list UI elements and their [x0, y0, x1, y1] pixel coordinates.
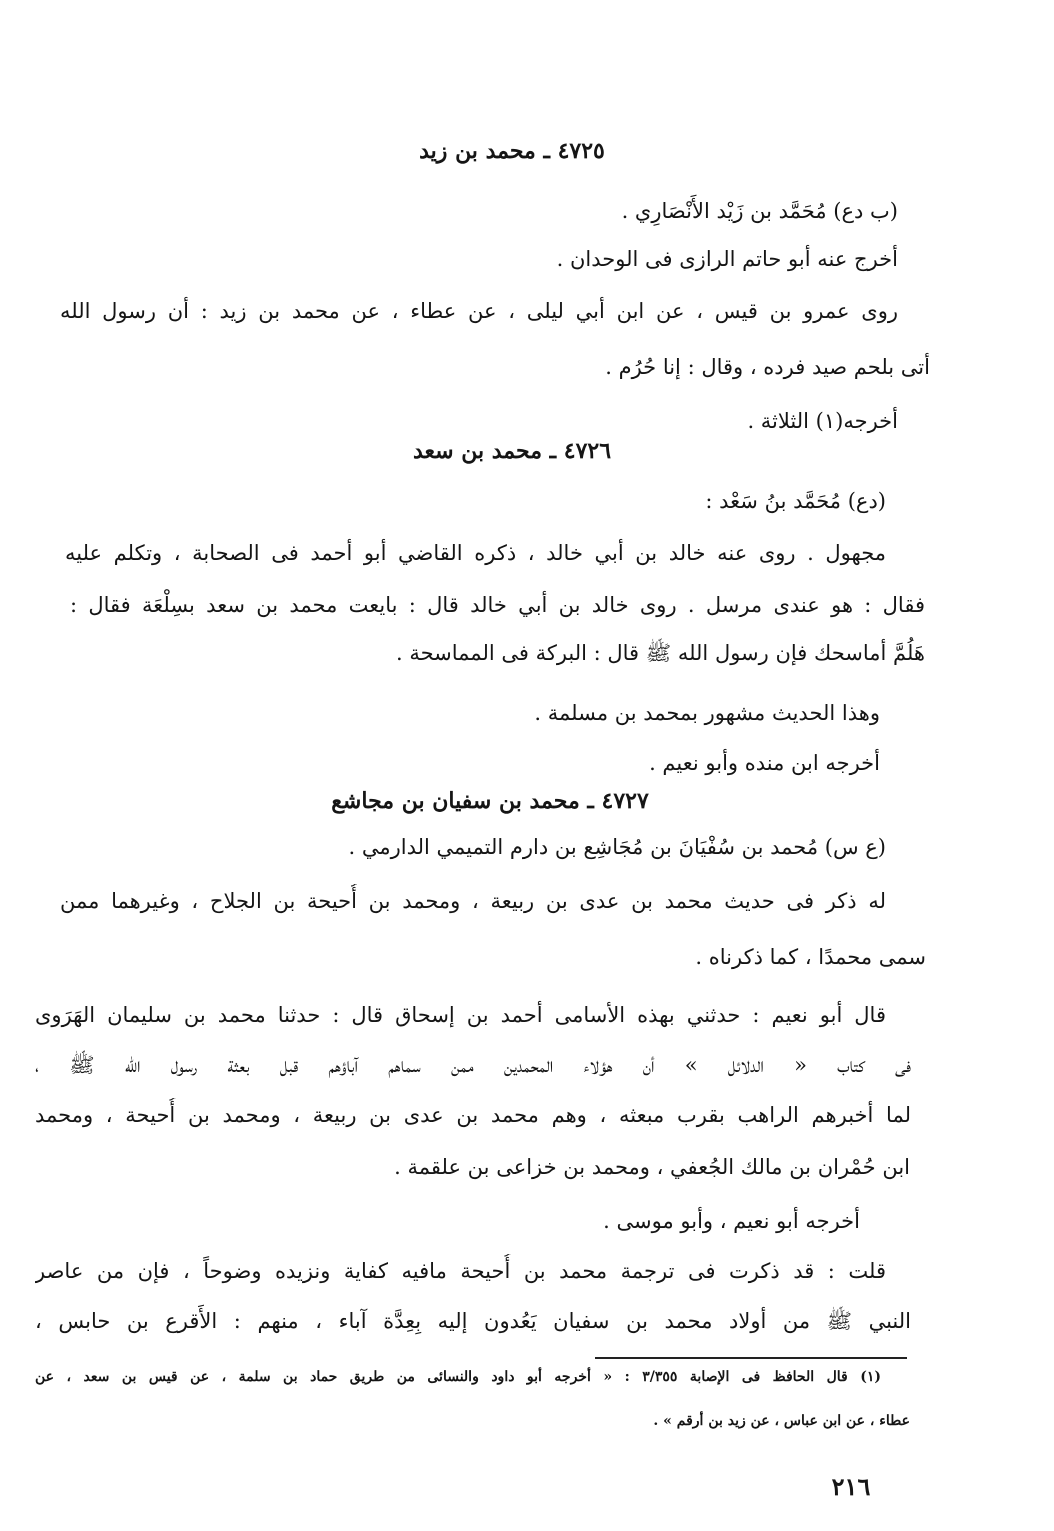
entry-line: أخرجه(١) الثلاثة . — [747, 409, 898, 433]
entry-line: قلت : قد ذكرت فى ترجمة محمد بن أُحيحة مافيه كفاية ونزيده وضوحاً ، فإن من عاصر — [35, 1259, 886, 1283]
entry-line: هَلُمَّ أماسحك فإن رسول الله ﷺ قال : البركة فى المماسحة . — [396, 641, 925, 665]
entry-line: وهذا الحديث مشهور بمحمد بن مسلمة . — [534, 701, 880, 725]
entry-line: (دع) مُحَمَّد بنُ سَعْد : — [705, 489, 886, 513]
entry-line: فى كتاب « الدلائل » أن هؤلاء المحمدين ممن سماهم آباؤهم قبل بعثة رسول الله ﷺ ، — [35, 1053, 911, 1077]
entry-heading-4727: ٤٧٢٧ ـ محمد بن سفيان بن مجاشع — [331, 788, 649, 814]
footnote-rule — [595, 1357, 907, 1359]
entry-heading-4725: ٤٧٢٥ ـ محمد بن زيد — [419, 138, 605, 164]
entry-line: قال أبو نعيم : حدثني بهذه الأسامى أحمد بن إسحاق قال : حدثنا محمد بن سليمان الهَرَوى — [35, 1003, 886, 1027]
entry-line: أخرجه أبو نعيم ، وأبو موسى . — [603, 1209, 860, 1233]
entry-heading-4726: ٤٧٢٦ ـ محمد بن سعد — [412, 438, 612, 464]
entry-line: مجهول . روى عنه خالد بن أبي خالد ، ذكره القاضي أبو أحمد فى الصحابة ، وتكلم عليه — [65, 541, 886, 565]
entry-line: فقال : هو عندى مرسل . روى خالد بن أبي خالد قال : بايعت محمد بن سعد بسِلْعَة فقال : — [70, 593, 925, 617]
footnote-line: (١) قال الحافظ فى الإصابة ٣/٣٥٥ : « أخرجه أبو داود والنسائى من طريق حماد بن سلمة ، عن قيس بن سعد ، عن — [35, 1369, 881, 1385]
entry-line: أخرج عنه أبو حاتم الرازى فى الوحدان . — [556, 247, 898, 271]
entry-line: (ع س) مُحمد بن سُفْيَانَ بن مُجَاشِع بن دارم التميمي الدارمي . — [348, 835, 886, 859]
entry-line: له ذكر فى حديث محمد بن عدى بن ربيعة ، ومحمد بن أُحيحة بن الجلاح ، وغيرهما ممن — [60, 889, 886, 913]
entry-line: (ب دع) مُحَمَّد بن زَيْد الأَنْصَارِي . — [621, 199, 898, 223]
entry-line: لما أخبرهم الراهب بقرب مبعثه ، وهم محمد بن عدى بن ربيعة ، ومحمد بن أُحيحة ، ومحمد — [35, 1103, 911, 1127]
entry-line: ابن حُمْران بن مالك الجُعفي ، ومحمد بن خزاعى بن علقمة . — [394, 1155, 910, 1179]
entry-line: أتى بلحم صيد فرده ، وقال : إنا حُرُم . — [605, 355, 930, 379]
entry-line: روى عمرو بن قيس ، عن ابن أبي ليلى ، عن عطاء ، عن محمد بن زيد : أن رسول الله — [60, 299, 898, 323]
page-number: ٢١٦ — [831, 1472, 871, 1501]
entry-line: أخرجه ابن منده وأبو نعيم . — [649, 751, 880, 775]
footnote-line: عطاء ، عن ابن عباس ، عن زيد بن أرقم » . — [653, 1413, 910, 1429]
entry-line: النبي ﷺ من أولاد محمد بن سفيان يَعُدون إليه بِعِدَّة آباء ، منهم : الأَقرع بن حابس ، — [35, 1309, 911, 1333]
entry-line: سمى محمدًا ، كما ذكرناه . — [695, 945, 926, 969]
